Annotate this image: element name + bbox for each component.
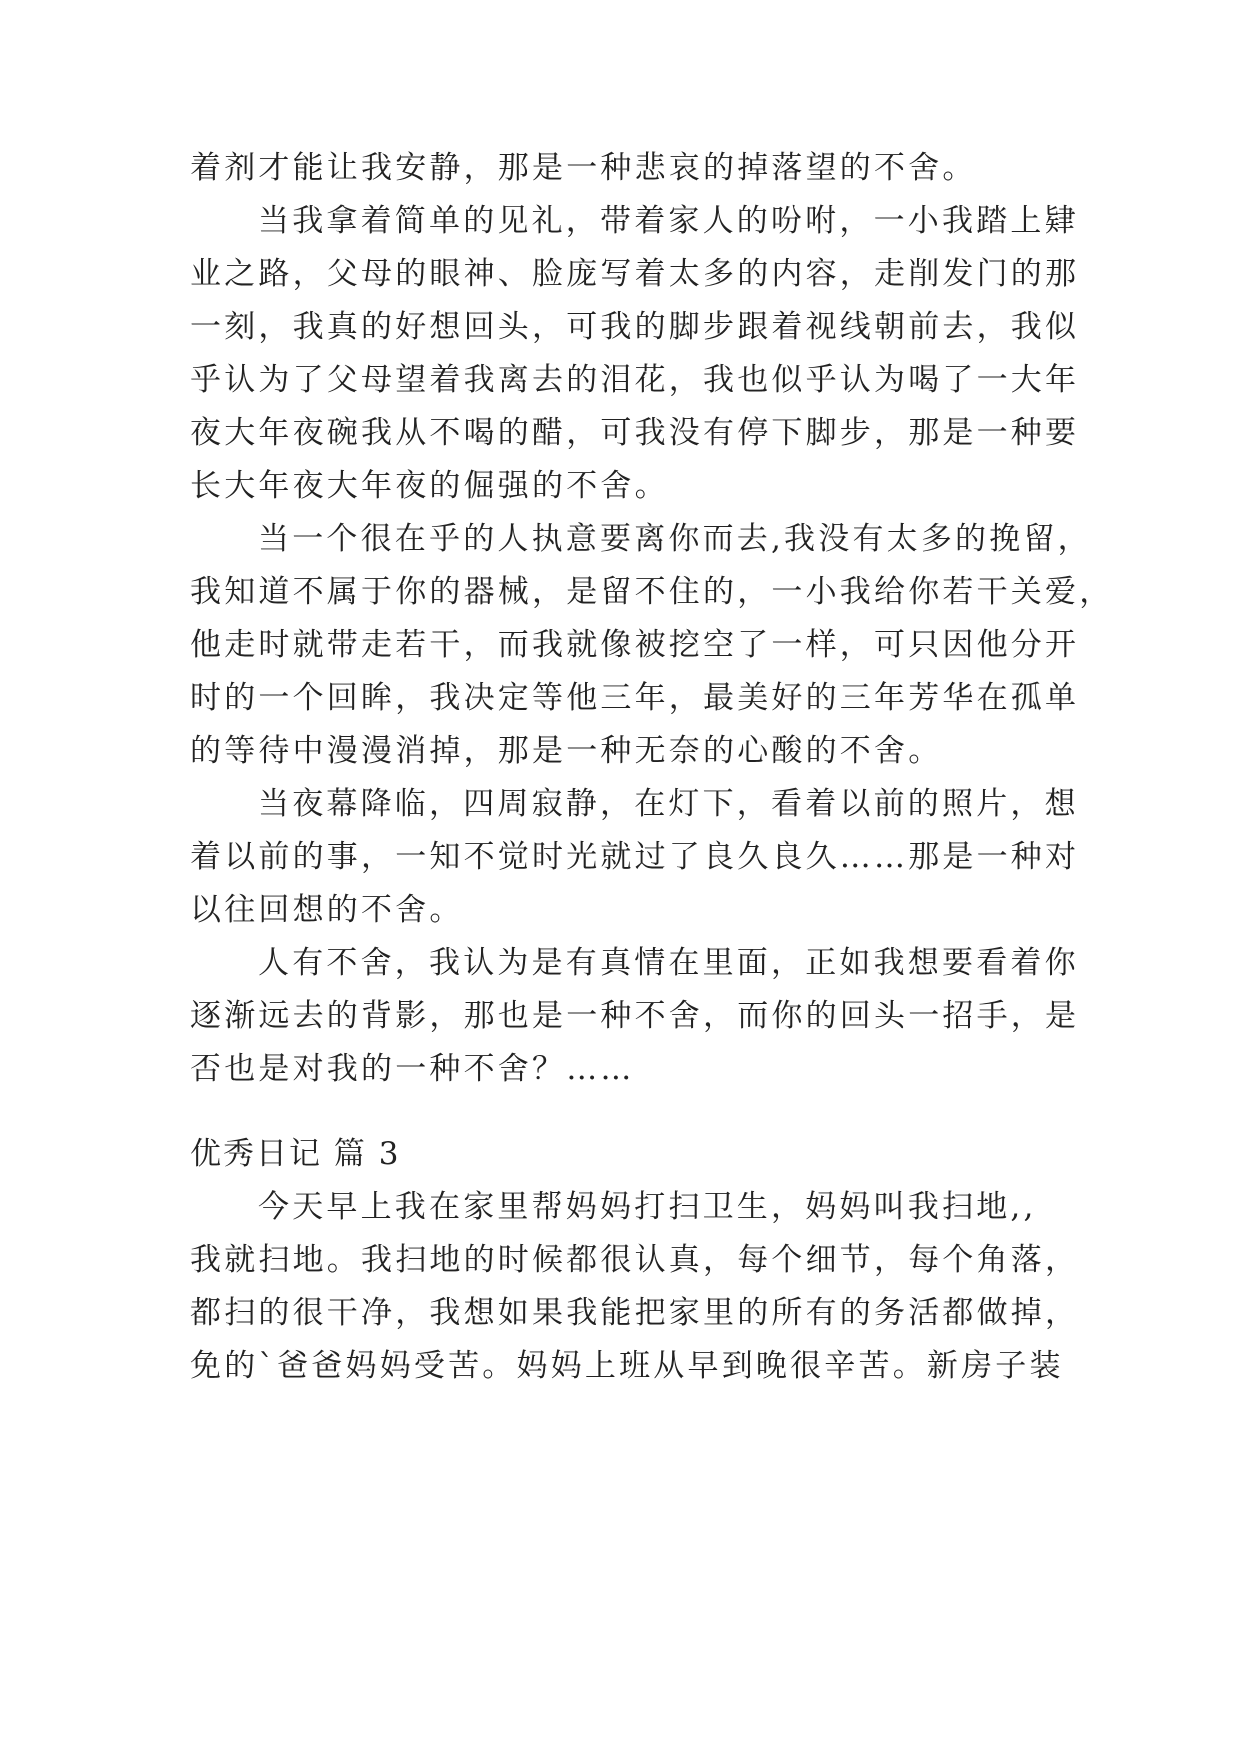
paragraph-line: 着以前的事，一知不觉时光就过了良久良久……那是一种对 bbox=[190, 839, 1080, 875]
paragraph-line: 的等待中漫漫消掉，那是一种无奈的心酸的不舍。 bbox=[190, 733, 943, 769]
paragraph-line: 当夜幕降临，四周寂静，在灯下，看着以前的照片，想 bbox=[258, 786, 1079, 822]
paragraph-line: 以往回想的不舍。 bbox=[190, 892, 464, 928]
paragraph-line: 当一个很在乎的人执意要离你而去,我没有太多的挽留， bbox=[258, 521, 1092, 557]
paragraph-line: 人有不舍，我认为是有真情在里面，正如我想要看着你 bbox=[258, 945, 1079, 981]
paragraph-line: 我知道不属于你的器械，是留不住的，一小我给你若干关爱， bbox=[190, 574, 1114, 610]
paragraph-line: 夜大年夜碗我从不喝的醋，可我没有停下脚步，那是一种要 bbox=[190, 415, 1080, 451]
paragraph-line: 业之路，父母的眼神、脸庞写着太多的内容，走削发门的那 bbox=[190, 256, 1080, 292]
section-heading: 优秀日记 篇 3 bbox=[190, 1136, 401, 1172]
paragraph-line: 免的`爸爸妈妈受苦。妈妈上班从早到晚很辛苦。新房子装 bbox=[190, 1348, 1064, 1384]
paragraph-line: 他走时就带走若干，而我就像被挖空了一样，可只因他分开 bbox=[190, 627, 1080, 663]
paragraph-line: 乎认为了父母望着我离去的泪花，我也似乎认为喝了一大年 bbox=[190, 362, 1080, 398]
paragraph-line: 当我拿着简单的见礼，带着家人的吩咐，一小我踏上肄 bbox=[258, 203, 1079, 239]
paragraph-line: 长大年夜大年夜的倔强的不舍。 bbox=[190, 468, 669, 504]
paragraph-line: 都扫的很干净，我想如果我能把家里的所有的务活都做掉， bbox=[190, 1295, 1080, 1331]
paragraph-line: 今天早上我在家里帮妈妈打扫卫生，妈妈叫我扫地,, bbox=[258, 1189, 1037, 1225]
paragraph-line: 着剂才能让我安静，那是一种悲哀的掉落望的不舍。 bbox=[190, 150, 977, 186]
paragraph-line: 一刻，我真的好想回头，可我的脚步跟着视线朝前去，我似 bbox=[190, 309, 1080, 345]
paragraph-line: 我就扫地。我扫地的时候都很认真，每个细节，每个角落， bbox=[190, 1242, 1080, 1278]
paragraph-line: 时的一个回眸，我决定等他三年，最美好的三年芳华在孤单 bbox=[190, 680, 1080, 716]
paragraph-line: 否也是对我的一种不舍？…… bbox=[190, 1051, 635, 1087]
paragraph-line: 逐渐远去的背影，那也是一种不舍，而你的回头一招手，是 bbox=[190, 998, 1080, 1034]
